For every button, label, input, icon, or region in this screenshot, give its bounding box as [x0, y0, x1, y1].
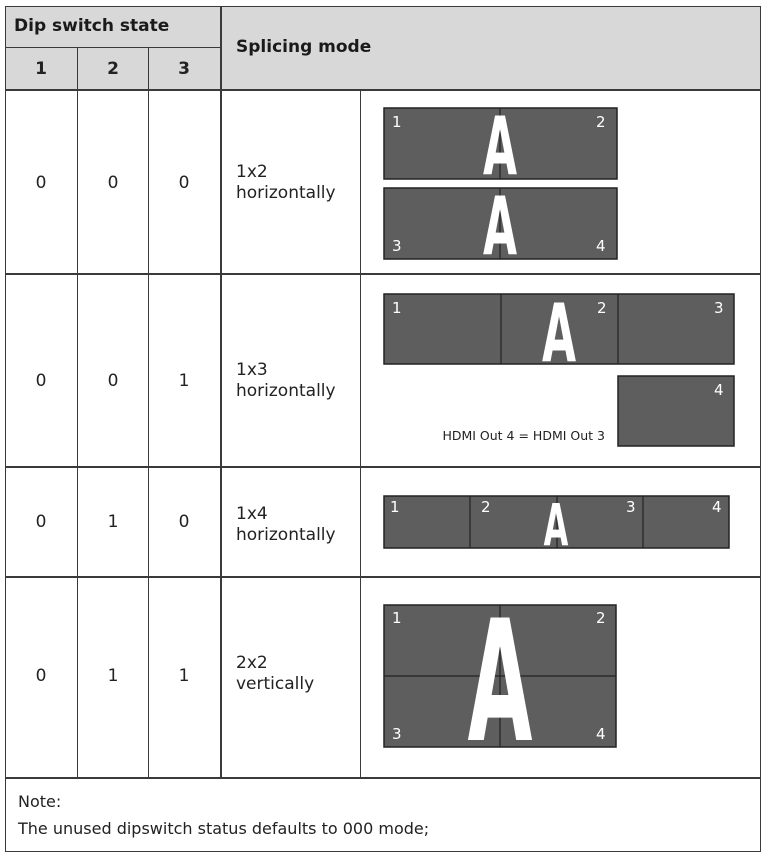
d1-glyph-top: A	[482, 100, 518, 194]
row3-mode: 1x4 horizontally	[236, 504, 336, 545]
d4-num-4: 4	[596, 725, 606, 743]
row2-switch3: 1	[178, 371, 190, 391]
d4-glyph: A	[467, 585, 533, 781]
d4-num-1: 1	[392, 609, 402, 627]
d2-caption: HDMI Out 4 = HDMI Out 3	[442, 428, 605, 443]
dip-col-2-header: 2	[107, 59, 119, 79]
row1-switch1: 0	[35, 173, 47, 193]
row1-switch2: 0	[107, 173, 119, 193]
d1-num-2: 2	[596, 113, 606, 131]
row4-switch2: 1	[107, 666, 119, 686]
row1-mode: 1x2 horizontally	[236, 162, 336, 203]
row4-switch1: 0	[35, 666, 47, 686]
row3-switch3: 0	[178, 512, 190, 532]
d1-num-1: 1	[392, 113, 402, 131]
d3-num-1: 1	[390, 498, 400, 516]
row1-switch3: 0	[178, 173, 190, 193]
d3-glyph: A	[543, 492, 569, 560]
d2-num-1: 1	[392, 299, 402, 317]
d1-num-4: 4	[596, 237, 606, 255]
d4-num-2: 2	[596, 609, 606, 627]
row4-switch3: 1	[178, 666, 190, 686]
d1-glyph-bottom: A	[482, 180, 518, 274]
row3-switch1: 0	[35, 512, 47, 532]
row4-mode: 2x2 vertically	[236, 653, 315, 694]
d3-num-3: 3	[626, 498, 636, 516]
d3-num-4: 4	[712, 498, 722, 516]
dip-switch-state-header: Dip switch state	[14, 16, 170, 36]
note-title: Note:	[18, 792, 62, 811]
row2-switch1: 0	[35, 371, 47, 391]
d4-num-3: 3	[392, 725, 402, 743]
d2-num-3: 3	[714, 299, 724, 317]
d1-num-3: 3	[392, 237, 402, 255]
note-text: The unused dipswitch status defaults to 000 mode;	[18, 819, 430, 838]
d2-num-2: 2	[597, 299, 607, 317]
d3-num-2: 2	[481, 498, 491, 516]
splicing-mode-header: Splicing mode	[236, 37, 372, 57]
row2-mode: 1x3 horizontally	[236, 360, 336, 401]
d2-num-4: 4	[714, 381, 724, 399]
dip-col-3-header: 3	[178, 59, 190, 79]
row2-switch2: 0	[107, 371, 119, 391]
d2-glyph: A	[541, 287, 577, 381]
dip-col-1-header: 1	[35, 59, 47, 79]
row3-switch2: 1	[107, 512, 119, 532]
